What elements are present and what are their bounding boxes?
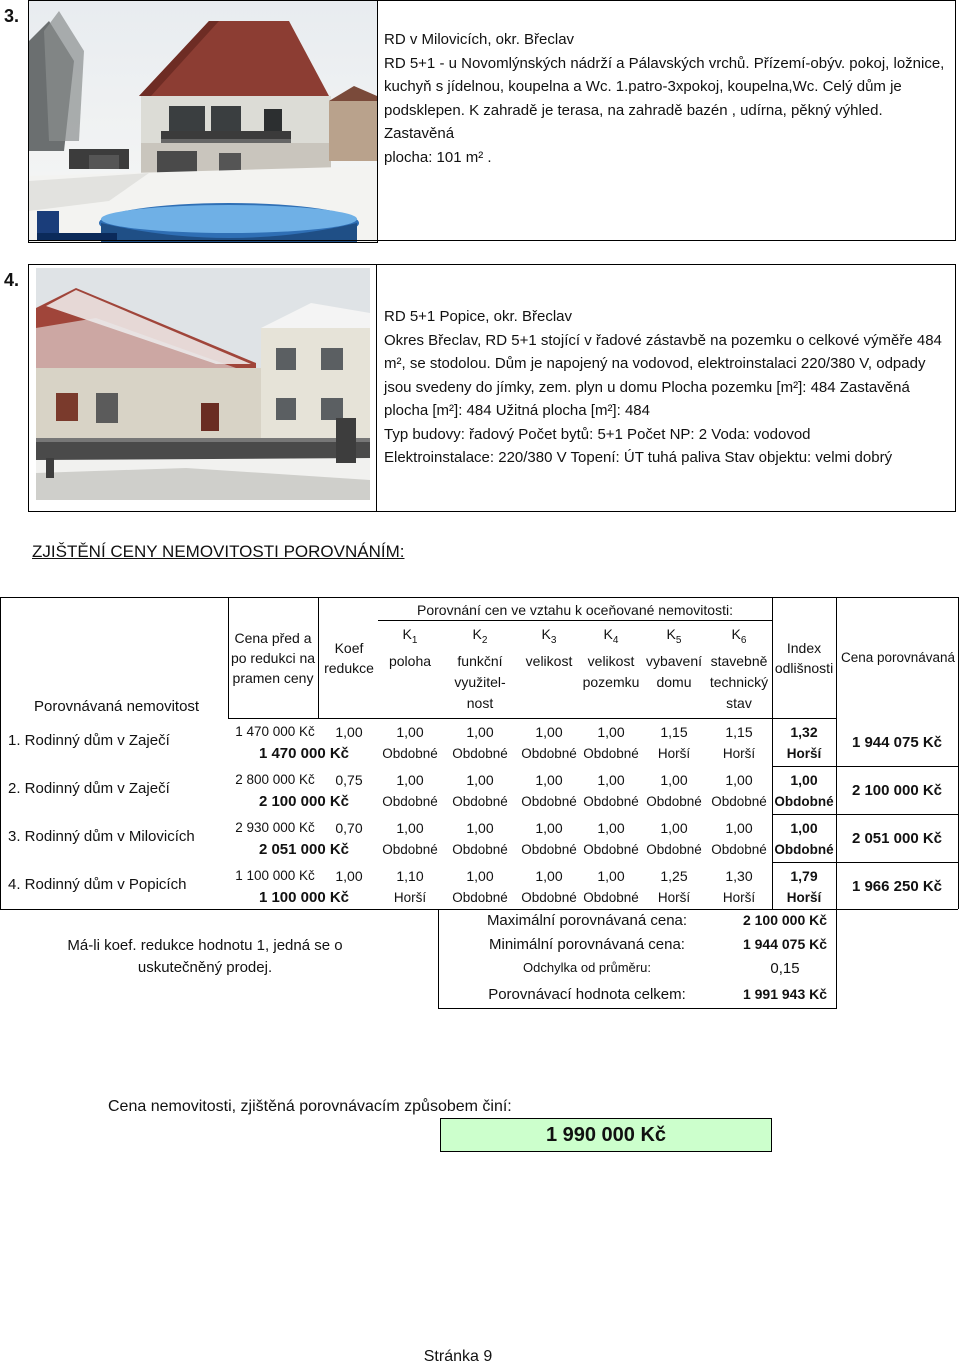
- final-value-box: [440, 1118, 772, 1152]
- row-index-text: Horší: [786, 890, 822, 905]
- row-k-value: 1,00: [535, 724, 563, 740]
- house-photo-2: [36, 268, 370, 500]
- row-price-before: 1 100 000 Kč: [235, 868, 315, 883]
- row-k-value: 1,00: [597, 724, 625, 740]
- summary-value: 0,15: [770, 960, 800, 977]
- summary-label: Minimální porovnávaná cena:: [489, 936, 685, 953]
- row-result-price: 2 100 000 Kč: [851, 782, 943, 799]
- k-letter: K: [603, 626, 613, 642]
- item-4-line: jsou svedeny do jímky, zem. plyn u domu Plocha pozemku [m²]: 484 Zastavěná: [384, 378, 910, 396]
- k-label: vybavení domu: [645, 652, 703, 690]
- row-k-value: 1,00: [535, 820, 563, 836]
- row-k-text: Obdobné: [583, 746, 639, 761]
- row-price-after: 2 051 000 Kč: [258, 841, 350, 858]
- row-k-value: 1,15: [660, 724, 688, 740]
- k-symbol: [518, 624, 580, 651]
- row-index-text: Obdobné: [774, 842, 834, 857]
- row-k-value: 1,00: [466, 772, 494, 788]
- row-k-text: Obdobné: [382, 746, 438, 761]
- row-k-value: 1,00: [396, 724, 424, 740]
- row-k-value: 1,00: [597, 772, 625, 788]
- row-k-value: 1,00: [660, 820, 688, 836]
- table-group-header: Porovnání cen ve vztahu k oceňované nemovitosti:: [417, 602, 733, 618]
- row-index: 1,00: [790, 772, 818, 788]
- row-k-text: Obdobné: [452, 890, 508, 905]
- final-value: 1 990 000 Kč: [545, 1124, 667, 1146]
- row-property-name: 1. Rodinný dům v Zaječí: [8, 732, 170, 749]
- k-index: 5: [675, 634, 682, 646]
- row-price-after: 2 100 000 Kč: [258, 793, 350, 810]
- col-header-property: Porovnávaná nemovitost: [34, 698, 200, 715]
- row-k-text: Horší: [722, 746, 756, 761]
- row-k-text: Obdobné: [521, 890, 577, 905]
- row-index-text: Obdobné: [774, 794, 834, 809]
- row-result-price: 1 944 075 Kč: [851, 734, 943, 751]
- item-3-line: podsklepen. K zahradě je terasa, na zahradě bazén , udírna, pěkný výhled. Zastavěná: [384, 101, 883, 142]
- summary-label: Maximální porovnávaná cena:: [486, 912, 688, 929]
- k-symbol: [442, 624, 518, 651]
- item-4-description: [384, 305, 954, 470]
- item-4-divider: [376, 264, 377, 512]
- row-index: 1,79: [790, 868, 818, 884]
- k-symbol: [580, 624, 642, 651]
- row-price-after: 1 100 000 Kč: [258, 889, 350, 906]
- summary-value: 1 944 075 Kč: [742, 936, 828, 952]
- row-price-before: 1 470 000 Kč: [235, 724, 315, 739]
- row-k-value: 1,00: [535, 772, 563, 788]
- item-3-line: RD v Milovicích, okr. Břeclav: [384, 31, 575, 48]
- row-k-value: 1,00: [535, 868, 563, 884]
- col-header-index: Index odlišnosti: [774, 640, 834, 676]
- col-header-k1: [378, 624, 442, 672]
- row-koef: 1,00: [335, 868, 363, 884]
- k-label: velikost pozemku: [582, 652, 640, 690]
- row-k-value: 1,00: [396, 820, 424, 836]
- row-k-text: Obdobné: [382, 794, 438, 809]
- k-letter: K: [472, 626, 482, 642]
- row-index-text: Horší: [786, 746, 822, 761]
- row-index: 1,32: [790, 724, 818, 740]
- col-header-result: Cena porovnávaná: [840, 650, 956, 665]
- section-heading: ZJIŠTĚNÍ CENY NEMOVITOSTI POROVNÁNÍM:: [32, 542, 405, 561]
- row-k-text: Obdobné: [711, 794, 767, 809]
- k-symbol: [706, 624, 772, 651]
- row-koef: 0,75: [335, 772, 363, 788]
- item-3-photo: [28, 0, 378, 243]
- row-k-text: Obdobné: [583, 842, 639, 857]
- row-k-text: Horší: [722, 890, 756, 905]
- row-k-text: Obdobné: [382, 842, 438, 857]
- k-index: 4: [612, 634, 619, 646]
- row-k-text: Obdobné: [452, 794, 508, 809]
- row-property-name: 3. Rodinný dům v Milovicích: [8, 828, 195, 845]
- row-result-price: 2 051 000 Kč: [851, 830, 943, 847]
- row-k-value: 1,00: [396, 772, 424, 788]
- row-k-text: Obdobné: [711, 842, 767, 857]
- row-k-text: Obdobné: [583, 890, 639, 905]
- col-header-k4: [580, 624, 642, 693]
- k-symbol: [642, 624, 706, 651]
- row-k-text: Obdobné: [646, 794, 702, 809]
- row-k-value: 1,15: [725, 724, 753, 740]
- k-label: funkční využitel-nost: [454, 652, 506, 711]
- item-3-line: kuchyň s jídelnou, koupelna a Wc. 1.patro-3xpokoj, koupelna,Wc. Celý dům je: [384, 78, 902, 95]
- row-k-value: 1,25: [660, 868, 688, 884]
- row-k-text: Obdobné: [521, 746, 577, 761]
- col-header-k5: [642, 624, 706, 693]
- k-symbol: [378, 624, 442, 651]
- item-3-line: plocha: 101 m² .: [384, 148, 492, 166]
- k-letter: K: [731, 626, 741, 642]
- col-header-k3: [518, 624, 580, 672]
- row-k-text: Obdobné: [452, 842, 508, 857]
- row-k-value: 1,00: [597, 868, 625, 884]
- row-price-after: 1 470 000 Kč: [258, 745, 350, 762]
- summary-label: Odchylka od průměru:: [523, 960, 651, 975]
- k-letter: K: [666, 626, 676, 642]
- row-k-value: 1,00: [466, 820, 494, 836]
- row-k-text: Obdobné: [583, 794, 639, 809]
- item-4-line: RD 5+1 Popice, okr. Břeclav: [384, 308, 573, 325]
- row-property-name: 2. Rodinný dům v Zaječí: [8, 780, 170, 797]
- row-k-value: 1,00: [660, 772, 688, 788]
- item-4-line: m², se stodolou. Dům je napojený na vodovod, elektroinstalaci 220/380 V, odpady: [384, 355, 926, 372]
- k-index: 2: [481, 634, 488, 646]
- k-letter: K: [541, 626, 551, 642]
- row-k-value: 1,00: [725, 820, 753, 836]
- reduction-note: Má-li koef. redukce hodnotu 1, jedná se o uskutečněný prodej.: [67, 937, 343, 976]
- row-k-text: Obdobné: [521, 842, 577, 857]
- k-label: poloha: [388, 652, 432, 669]
- k-label: velikost: [525, 652, 573, 669]
- row-koef: 1,00: [335, 724, 363, 740]
- row-k-value: 1,30: [725, 868, 753, 884]
- row-k-text: Obdobné: [452, 746, 508, 761]
- row-price-before: 2 800 000 Kč: [235, 772, 315, 787]
- item-4-line: plocha [m²]: 484 Užitná plocha [m²]: 484: [384, 402, 650, 419]
- row-property-name: 4. Rodinný dům v Popicích: [8, 876, 187, 893]
- item-3-number: 3.: [4, 6, 20, 26]
- k-index: 1: [411, 634, 418, 646]
- row-k-value: 1,00: [725, 772, 753, 788]
- k-index: 3: [550, 634, 557, 646]
- row-k-text: Obdobné: [646, 842, 702, 857]
- item-4-photo: [36, 268, 370, 500]
- row-price-before: 2 930 000 Kč: [235, 820, 315, 835]
- col-header-k6: [706, 624, 772, 714]
- row-k-value: 1,00: [466, 724, 494, 740]
- row-k-value: 1,10: [396, 868, 424, 884]
- k-letter: K: [402, 626, 412, 642]
- item-4-number: 4.: [4, 270, 20, 290]
- house-photo-1: [29, 1, 377, 242]
- col-header-price: Cena před a po redukci na pramen ceny: [230, 630, 316, 686]
- row-k-text: Obdobné: [521, 794, 577, 809]
- row-k-text: Horší: [657, 746, 691, 761]
- summary-value: 2 100 000 Kč: [742, 912, 828, 928]
- k-index: 6: [740, 634, 747, 646]
- page-number: Stránka 9: [423, 1348, 493, 1365]
- item-4-line: Elektroinstalace: 220/380 V Topení: ÚT tuhá paliva Stav objektu: velmi dobrý: [384, 449, 893, 466]
- item-4-line: Okres Břeclav, RD 5+1 stojící v řadové zástavbě na pozemku o celkové výměře 484: [384, 331, 942, 349]
- item-3-line: RD 5+1 - u Novomlýnských nádrží a Pálavských vrchů. Přízemí-obýv. pokoj, ložnice,: [384, 54, 945, 72]
- row-index: 1,00: [790, 820, 818, 836]
- summary-value: 1 991 943 Kč: [742, 986, 828, 1002]
- k-label: stavebně technický stav: [709, 652, 769, 711]
- col-header-koef: Koef redukce: [324, 640, 374, 676]
- row-result-price: 1 966 250 Kč: [851, 878, 943, 895]
- row-k-value: 1,00: [466, 868, 494, 884]
- row-k-text: Horší: [657, 890, 691, 905]
- row-k-text: Horší: [393, 890, 427, 905]
- item-4-line: Typ budovy: řadový Počet bytů: 5+1 Počet NP: 2 Voda: vodovod: [384, 425, 811, 443]
- item-3-description: [384, 28, 956, 169]
- col-header-k2: [442, 624, 518, 714]
- row-k-value: 1,00: [597, 820, 625, 836]
- final-label: Cena nemovitosti, zjištěná porovnávacím způsobem činí:: [108, 1098, 512, 1115]
- row-koef: 0,70: [335, 820, 363, 836]
- summary-label: Porovnávací hodnota celkem:: [488, 986, 686, 1003]
